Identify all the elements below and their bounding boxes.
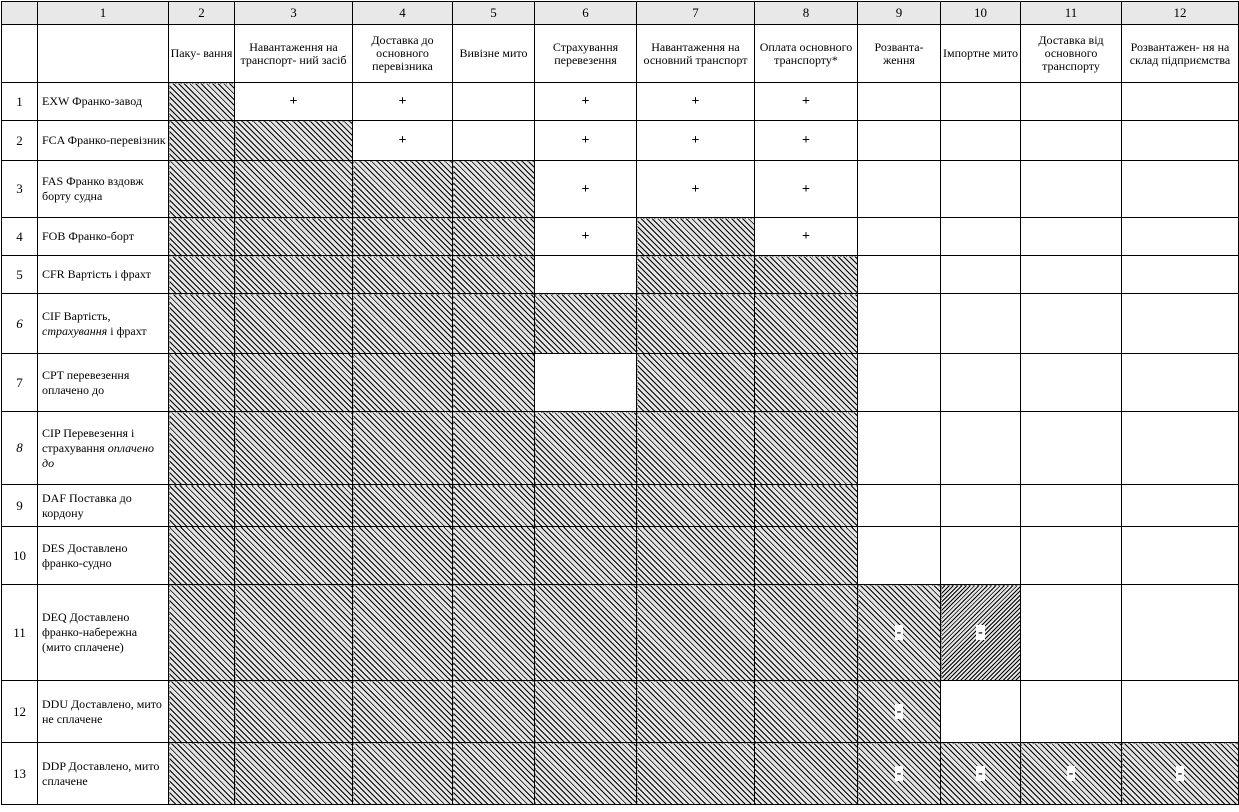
matrix-cell: [1021, 218, 1122, 256]
matrix-cell: [1021, 294, 1122, 354]
plus-mark: +: [691, 94, 700, 109]
hatched-cell: [535, 743, 637, 805]
table-row: [2, 527, 1239, 585]
hatched-cell: [235, 743, 353, 805]
matrix-cell: [941, 294, 1021, 354]
column-header: Імпортне мито: [941, 25, 1021, 83]
matrix-cell: [858, 412, 941, 485]
hatched-cell: [353, 354, 453, 412]
matrix-cell: [535, 83, 637, 121]
hatched-cell: [755, 681, 858, 743]
hatched-cell: [169, 485, 235, 527]
hatched-cell: [235, 161, 353, 218]
plus-mark: +: [581, 94, 590, 109]
hatched-cell: [235, 485, 353, 527]
hatched-cell: [353, 161, 453, 218]
matrix-cell: [1021, 681, 1122, 743]
matrix-cell: [1021, 83, 1122, 121]
hatched-cell: [169, 681, 235, 743]
hatched-cell: [353, 294, 453, 354]
italic-fragment: страхування: [42, 323, 108, 338]
matrix-cell: [941, 527, 1021, 585]
matrix-cell: [637, 83, 755, 121]
matrix-cell: [1122, 294, 1239, 354]
matrix-cell: [535, 161, 637, 218]
column-number-row: [2, 2, 1239, 25]
plus-mark: +: [802, 94, 810, 109]
hatched-cell: [235, 354, 353, 412]
matrix-cell: [535, 256, 637, 294]
plus-mark: +: [581, 133, 590, 148]
column-header: Страхування перевезення: [535, 25, 637, 83]
column-number: 2: [169, 2, 235, 25]
hatched-cell: [235, 121, 353, 161]
hatched-cell: [453, 485, 535, 527]
hatched-cell: [453, 527, 535, 585]
hatched-cell: [353, 256, 453, 294]
column-number: 6: [535, 2, 637, 25]
minus-mark: -: [978, 625, 983, 640]
hatched-cell: [637, 485, 755, 527]
row-number: 13: [2, 743, 38, 805]
hatched-cell: [637, 527, 755, 585]
hatched-cell: [353, 743, 453, 805]
column-header: Вивізне мито: [453, 25, 535, 83]
hatched-cell: [169, 83, 235, 121]
row-number: 7: [2, 354, 38, 412]
hatched-cell: [453, 294, 535, 354]
hatched-cell: [353, 585, 453, 681]
hatched-cell: [535, 681, 637, 743]
column-number: 1: [38, 2, 169, 25]
hatched-cell: [637, 681, 755, 743]
hatched-cell: [235, 585, 353, 681]
matrix-cell: [1122, 585, 1239, 681]
hatched-cell: [453, 585, 535, 681]
plus-mark: +: [581, 181, 590, 197]
table-row: [2, 354, 1239, 412]
hatched-cell: [169, 412, 235, 485]
minus-mark: -: [896, 766, 902, 781]
matrix-cell: [1021, 485, 1122, 527]
matrix-cell: [941, 161, 1021, 218]
table-row: [2, 218, 1239, 256]
minus-mark: -: [1068, 766, 1074, 781]
hatched-cell: [535, 527, 637, 585]
column-header: Оплата основного транспорту*: [755, 25, 858, 83]
hatched-cell: [235, 681, 353, 743]
matrix-cell: [535, 218, 637, 256]
matrix-cell: [535, 121, 637, 161]
matrix-cell: [858, 354, 941, 412]
hatched-cell: [169, 121, 235, 161]
matrix-cell: [858, 83, 941, 121]
hatched-cell: [235, 294, 353, 354]
matrix-cell: [535, 354, 637, 412]
row-number: 3: [2, 161, 38, 218]
matrix-cell: [755, 83, 858, 121]
hatched-cell: [1021, 743, 1122, 805]
hatched-cell: [637, 412, 755, 485]
crosshatched-cell: [941, 585, 1021, 681]
table-row: [2, 294, 1239, 354]
matrix-cell: [941, 256, 1021, 294]
column-header: Навантаження на транспорт- ний засіб: [235, 25, 353, 83]
table-row: [2, 485, 1239, 527]
hatched-cell: [755, 527, 858, 585]
column-number: 7: [637, 2, 755, 25]
hatched-cell: [169, 527, 235, 585]
column-number: 3: [235, 2, 353, 25]
hatched-cell: [169, 585, 235, 681]
matrix-cell: [235, 83, 353, 121]
column-header-row: [2, 25, 1239, 83]
table-row: [2, 256, 1239, 294]
hatched-cell: [235, 412, 353, 485]
matrix-cell: [858, 161, 941, 218]
matrix-cell: [858, 485, 941, 527]
hatched-cell: [858, 681, 941, 743]
table-row: [2, 412, 1239, 485]
matrix-cell: [1021, 527, 1122, 585]
hatched-cell: [755, 354, 858, 412]
matrix-cell: [858, 218, 941, 256]
table-row: [2, 121, 1239, 161]
matrix-cell: [858, 527, 941, 585]
column-number: 5: [453, 2, 535, 25]
hatched-cell: [169, 294, 235, 354]
column-number: [2, 2, 38, 25]
column-header: [38, 25, 169, 83]
hatched-cell: [235, 256, 353, 294]
column-number: 8: [755, 2, 858, 25]
row-number: 5: [2, 256, 38, 294]
hatched-cell: [637, 743, 755, 805]
hatched-cell: [169, 218, 235, 256]
matrix-cell: [858, 256, 941, 294]
table-row: [2, 83, 1239, 121]
column-number: 9: [858, 2, 941, 25]
matrix-cell: [637, 121, 755, 161]
matrix-cell: [941, 354, 1021, 412]
column-header: Навантаження на основний транспорт: [637, 25, 755, 83]
term-name: DES Доставлено франко-судно: [38, 527, 169, 585]
matrix-cell: [941, 412, 1021, 485]
hatched-cell: [169, 161, 235, 218]
term-name: DEQ Доставлено франко-набережна (мито сплачене): [38, 585, 169, 681]
hatched-cell: [453, 743, 535, 805]
minus-mark: -: [1177, 766, 1183, 781]
hatched-cell: [755, 485, 858, 527]
hatched-cell: [755, 256, 858, 294]
row-number: 2: [2, 121, 38, 161]
matrix-cell: [1122, 412, 1239, 485]
matrix-cell: [1122, 527, 1239, 585]
matrix-cell: [858, 294, 941, 354]
minus-mark: -: [978, 766, 983, 781]
hatched-cell: [637, 354, 755, 412]
minus-mark: -: [896, 704, 902, 719]
hatched-cell: [353, 681, 453, 743]
term-name: DDU Доставлено, мито не сплачене: [38, 681, 169, 743]
matrix-cell: [941, 218, 1021, 256]
matrix-cell: [1122, 681, 1239, 743]
matrix-cell: [1021, 121, 1122, 161]
matrix-cell: [941, 121, 1021, 161]
column-number: 4: [353, 2, 453, 25]
hatched-cell: [169, 743, 235, 805]
term-name: EXW Франко-завод: [38, 83, 169, 121]
matrix-cell: [1021, 354, 1122, 412]
term-name: CIP Перевезення і страхування оплачено до: [38, 412, 169, 485]
hatched-cell: [169, 354, 235, 412]
row-number: 1: [2, 83, 38, 121]
hatched-cell: [353, 527, 453, 585]
matrix-cell: [453, 121, 535, 161]
column-header: Розванта- ження: [858, 25, 941, 83]
column-number: 10: [941, 2, 1021, 25]
term-name: CFR Вартість і фрахт: [38, 256, 169, 294]
matrix-cell: [1122, 485, 1239, 527]
column-header: [2, 25, 38, 83]
matrix-cell: [1021, 585, 1122, 681]
term-name: CIF Вартість, страхування і фрахт: [38, 294, 169, 354]
italic-fragment: оплачено до: [42, 440, 155, 470]
hatched-cell: [169, 256, 235, 294]
term-name: FAS Франко вздовж борту судна: [38, 161, 169, 218]
matrix-cell: [1122, 354, 1239, 412]
hatched-cell: [453, 412, 535, 485]
hatched-cell: [637, 218, 755, 256]
hatched-cell: [535, 485, 637, 527]
term-name: FCA Франко-перевізник: [38, 121, 169, 161]
matrix-cell: [1122, 161, 1239, 218]
matrix-cell: [941, 485, 1021, 527]
term-name: DAF Поставка до кордону: [38, 485, 169, 527]
row-number: 8: [2, 412, 38, 485]
plus-mark: +: [398, 133, 407, 148]
column-number: 11: [1021, 2, 1122, 25]
plus-mark: +: [581, 229, 590, 244]
hatched-cell: [353, 412, 453, 485]
hatched-cell: [941, 743, 1021, 805]
table-row: [2, 585, 1239, 681]
hatched-cell: [858, 743, 941, 805]
matrix-cell: [1021, 161, 1122, 218]
incoterms-table: [1, 1, 1239, 805]
term-name: CPT перевезення оплачено до: [38, 354, 169, 412]
hatched-cell: [453, 354, 535, 412]
matrix-cell: [858, 121, 941, 161]
hatched-cell: [353, 218, 453, 256]
plus-mark: +: [691, 133, 700, 148]
table-row: [2, 743, 1239, 805]
matrix-cell: [637, 161, 755, 218]
hatched-cell: [235, 218, 353, 256]
hatched-cell: [353, 485, 453, 527]
hatched-cell: [755, 412, 858, 485]
plus-mark: +: [691, 181, 700, 197]
plus-mark: +: [802, 133, 810, 148]
hatched-cell: [637, 585, 755, 681]
hatched-cell: [755, 294, 858, 354]
hatched-cell: [637, 294, 755, 354]
minus-mark: -: [896, 625, 902, 640]
hatched-cell: [1122, 743, 1239, 805]
term-name: FOB Франко-борт: [38, 218, 169, 256]
hatched-cell: [453, 681, 535, 743]
matrix-cell: [353, 83, 453, 121]
hatched-cell: [453, 256, 535, 294]
matrix-cell: [941, 83, 1021, 121]
row-number: 4: [2, 218, 38, 256]
hatched-cell: [453, 218, 535, 256]
row-number: 11: [2, 585, 38, 681]
matrix-cell: [1021, 256, 1122, 294]
hatched-cell: [535, 412, 637, 485]
plus-mark: +: [289, 94, 298, 109]
matrix-cell: [353, 121, 453, 161]
matrix-cell: [1122, 218, 1239, 256]
hatched-cell: [535, 585, 637, 681]
row-number: 9: [2, 485, 38, 527]
column-header: Паку- вання: [169, 25, 235, 83]
hatched-cell: [755, 743, 858, 805]
matrix-cell: [1122, 83, 1239, 121]
plus-mark: +: [802, 229, 810, 244]
row-number: 6: [2, 294, 38, 354]
hatched-cell: [637, 256, 755, 294]
matrix-cell: [755, 161, 858, 218]
plus-mark: +: [398, 94, 407, 109]
table-row: [2, 681, 1239, 743]
row-number: 10: [2, 527, 38, 585]
hatched-cell: [535, 294, 637, 354]
matrix-cell: [1122, 121, 1239, 161]
row-number: 12: [2, 681, 38, 743]
table-row: [2, 161, 1239, 218]
term-name: DDP Доставлено, мито сплачене: [38, 743, 169, 805]
matrix-cell: [1122, 256, 1239, 294]
matrix-cell: [1021, 412, 1122, 485]
matrix-cell: [941, 681, 1021, 743]
matrix-cell: [755, 121, 858, 161]
column-header: Доставка до основного перевізника: [353, 25, 453, 83]
hatched-cell: [235, 527, 353, 585]
hatched-cell: [755, 585, 858, 681]
column-header: Доставка від основного транспорту: [1021, 25, 1122, 83]
matrix-cell: [453, 83, 535, 121]
hatched-cell: [453, 161, 535, 218]
plus-mark: +: [802, 181, 810, 197]
column-number: 12: [1122, 2, 1239, 25]
column-header: Розвантажен- ня на склад підприємства: [1122, 25, 1239, 83]
matrix-cell: [755, 218, 858, 256]
hatched-cell: [858, 585, 941, 681]
